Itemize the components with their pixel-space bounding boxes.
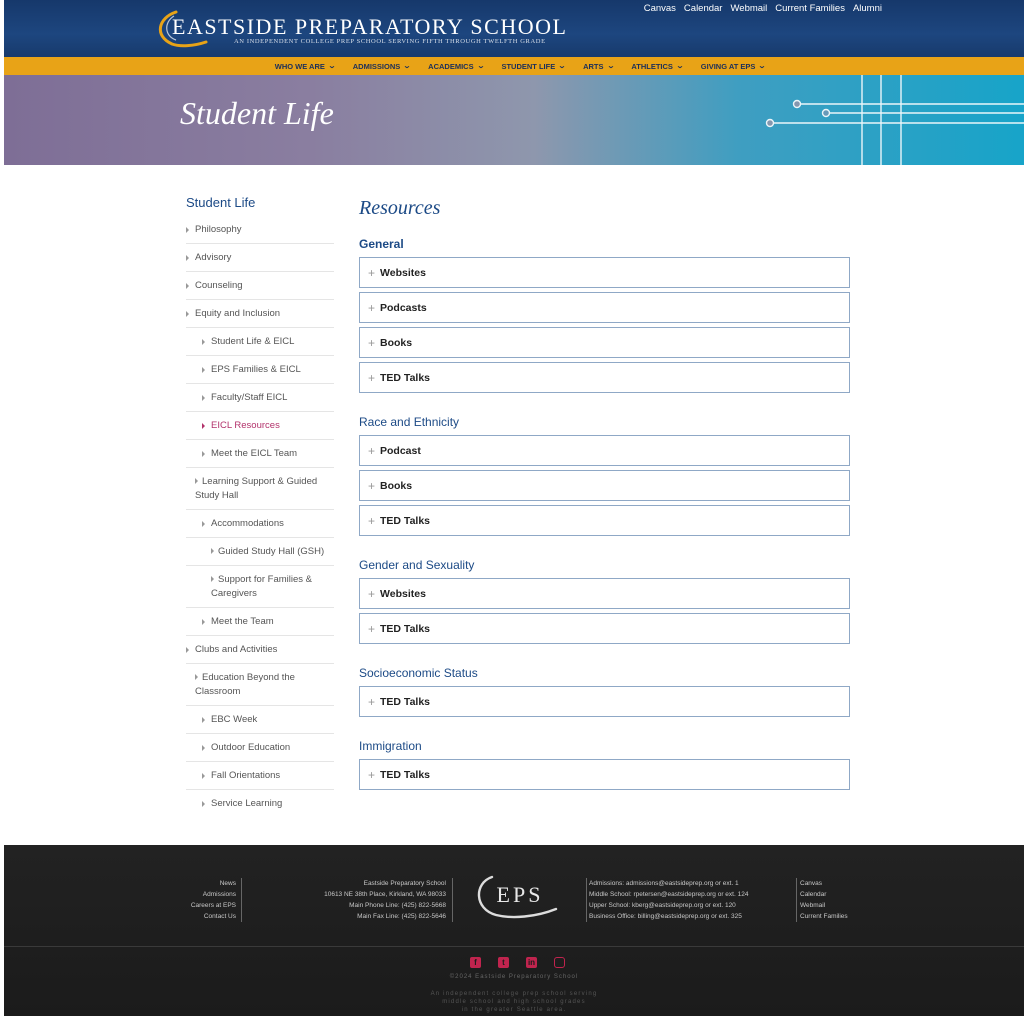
main-nav (4, 57, 1024, 75)
plus-icon: + (368, 621, 376, 636)
caret-right-icon (202, 423, 205, 429)
accordion-general (359, 257, 850, 393)
caret-right-icon (202, 745, 205, 751)
footer-phone: Main Phone Line: (425) 822-5668 (349, 902, 446, 909)
footer-address-line: 10613 NE 38th Place, Kirkland, WA 98033 (324, 891, 446, 898)
accordion-gender-and-sexuality (359, 578, 850, 644)
utility-link-calendar[interactable]: Calendar (683, 3, 723, 14)
sidebar-item-advisory[interactable] (186, 244, 334, 272)
footer-links-left (154, 878, 236, 922)
accordion-label: Books (380, 336, 413, 349)
sidebar-item-learning-support[interactable] (186, 468, 334, 510)
footer-divider (4, 946, 1024, 947)
chevron-down-icon: ⌄ (327, 62, 336, 70)
plus-icon: + (368, 513, 376, 528)
sidebar-item-eicl-resources[interactable] (186, 412, 334, 440)
plus-icon: + (368, 694, 376, 709)
sidebar-item-label: Service Learning (211, 798, 283, 809)
plus-icon: + (368, 767, 376, 782)
sidebar-item-label: Meet the Team (211, 616, 274, 627)
accordion-item[interactable] (359, 613, 850, 644)
nav-athletics[interactable] (631, 62, 682, 71)
sidebar-item-label: Education Beyond the Classroom (195, 672, 295, 697)
sidebar-item-label: Advisory (195, 252, 232, 263)
sidebar-item-label: EPS Families & EICL (211, 364, 301, 375)
footer-tagline-line: An independent college prep school serving (430, 991, 598, 997)
caret-right-icon (202, 521, 205, 527)
footer-contact-upper-school[interactable]: Upper School: kberg@eastsideprep.org or ext. 120 (589, 902, 736, 909)
utility-nav (644, 3, 882, 14)
nav-admissions[interactable] (353, 62, 410, 71)
chevron-down-icon: ⌄ (675, 62, 684, 70)
plus-icon: + (368, 335, 376, 350)
sidebar-item-label: Student Life & EICL (211, 336, 295, 347)
accordion-label: TED Talks (380, 768, 431, 781)
caret-right-icon (202, 619, 205, 625)
caret-right-icon (202, 395, 205, 401)
footer-address (254, 878, 446, 922)
nav-label: ACADEMICS (428, 61, 474, 71)
sidebar-item-equity-and-inclusion[interactable] (186, 300, 334, 328)
linkedin-icon[interactable]: in (527, 958, 536, 967)
caret-right-icon (195, 478, 198, 484)
sidebar-item-meet-the-team[interactable] (186, 608, 334, 636)
sidebar-item-clubs-and-activities[interactable] (186, 636, 334, 664)
nav-arts[interactable] (583, 62, 613, 71)
section-heading-general: General (359, 237, 404, 251)
section-heading-socioeconomic-status: Socioeconomic Status (359, 666, 478, 680)
chevron-down-icon: ⌄ (606, 62, 615, 70)
utility-link-webmail[interactable]: Webmail (730, 3, 768, 14)
accordion-item[interactable] (359, 327, 850, 358)
section-heading-gender-and-sexuality: Gender and Sexuality (359, 558, 475, 572)
nav-label: ATHLETICS (631, 61, 673, 71)
caret-right-icon (202, 339, 205, 345)
sidebar-nav (186, 195, 334, 817)
accordion-socioeconomic-status (359, 686, 850, 717)
facebook-icon[interactable]: f (470, 957, 481, 968)
sidebar-item-label: Support for Families & Caregivers (211, 574, 312, 599)
sidebar-item-service-learning[interactable] (186, 790, 334, 817)
footer-links-right (800, 878, 880, 922)
sidebar-item-counseling[interactable] (186, 272, 334, 300)
plus-icon: + (368, 265, 376, 280)
footer-link-canvas[interactable]: Canvas (800, 880, 823, 887)
site-header (4, 0, 1024, 57)
sidebar-item-guided-study-hall[interactable] (186, 538, 334, 566)
utility-link-canvas[interactable]: Canvas (643, 3, 676, 14)
sidebar-item-education-beyond-classroom[interactable] (186, 664, 334, 706)
nav-label: ADMISSIONS (352, 61, 401, 71)
caret-right-icon (195, 674, 198, 680)
accordion-label: Websites (380, 587, 426, 600)
site-footer (4, 845, 1024, 1016)
accordion-item[interactable] (359, 362, 850, 393)
accordion-label: TED Talks (380, 695, 431, 708)
instagram-icon[interactable] (554, 957, 565, 968)
utility-link-alumni[interactable]: Alumni (852, 3, 882, 14)
circuit-lines-decoration (744, 75, 1024, 165)
nav-academics[interactable] (428, 62, 483, 71)
sidebar-item-accommodations[interactable] (186, 510, 334, 538)
footer-link-news[interactable]: News (219, 880, 236, 887)
accordion-race-and-ethnicity (359, 435, 850, 536)
footer-link-webmail[interactable]: Webmail (800, 902, 826, 909)
caret-right-icon (186, 255, 189, 261)
content-title: Resources (359, 197, 441, 219)
accordion-item[interactable] (359, 257, 850, 288)
sidebar-item-outdoor-education[interactable] (186, 734, 334, 762)
social-links (470, 957, 565, 968)
plus-icon: + (368, 478, 376, 493)
footer-contacts (589, 878, 779, 922)
footer-tagline-line: in the greater Seattle area. (461, 1007, 567, 1013)
footer-tagline (4, 990, 1024, 1014)
eps-logo[interactable] (472, 869, 562, 923)
chevron-down-icon: ⌄ (403, 62, 412, 70)
chevron-down-icon: ⌄ (758, 62, 767, 70)
footer-link-calendar[interactable]: Calendar (800, 891, 827, 898)
plus-icon: + (368, 443, 376, 458)
accordion-label: TED Talks (380, 371, 431, 384)
nav-label: STUDENT LIFE (501, 61, 556, 71)
accordion-item[interactable] (359, 435, 850, 466)
sidebar-item-eps-families-eicl[interactable] (186, 356, 334, 384)
sidebar-item-label: Outdoor Education (211, 742, 291, 753)
sidebar-item-label: Philosophy (195, 224, 242, 235)
sidebar-item-label: Guided Study Hall (GSH) (218, 546, 325, 557)
sidebar-item-fall-orientations[interactable] (186, 762, 334, 790)
accordion-immigration (359, 759, 850, 790)
footer-divider-vertical (796, 878, 797, 922)
footer-address-line: Eastside Preparatory School (363, 880, 446, 887)
chevron-down-icon: ⌄ (558, 62, 567, 70)
accordion-item[interactable] (359, 505, 850, 536)
section-heading-immigration: Immigration (359, 739, 422, 753)
nav-student-life[interactable] (501, 62, 565, 71)
accordion-item[interactable] (359, 470, 850, 501)
sidebar-item-label: Accommodations (211, 518, 284, 529)
accordion-label: Books (380, 479, 413, 492)
footer-link-contact-us[interactable]: Contact Us (203, 913, 236, 920)
utility-link-current-families[interactable]: Current Families (775, 3, 845, 14)
caret-right-icon (202, 451, 205, 457)
copyright: ©2024 Eastside Preparatory School (449, 974, 579, 980)
accordion-item[interactable] (359, 686, 850, 717)
caret-right-icon (202, 367, 205, 373)
school-logo-title[interactable]: EASTSIDE PREPARATORY SCHOOL (172, 14, 568, 39)
sidebar-item-faculty-staff-eicl[interactable] (186, 384, 334, 412)
footer-contact-middle-school[interactable]: Middle School: rpetersen@eastsideprep.org or ext. 124 (589, 891, 749, 898)
accordion-item[interactable] (359, 292, 850, 323)
footer-link-careers[interactable]: Careers at EPS (190, 902, 236, 909)
footer-tagline-line: middle school and high school grades (442, 999, 586, 1005)
nav-label: GIVING AT EPS (700, 61, 756, 71)
caret-right-icon (202, 801, 205, 807)
sidebar-item-label: Clubs and Activities (195, 644, 278, 655)
school-tagline: AN INDEPENDENT COLLEGE PREP SCHOOL SERVING FIFTH THROUGH TWELFTH GRADE (234, 38, 546, 45)
main-content (359, 197, 850, 812)
footer-fax: Main Fax Line: (425) 822-5646 (357, 913, 446, 920)
caret-right-icon (186, 227, 189, 233)
section-heading-race-and-ethnicity: Race and Ethnicity (359, 415, 460, 429)
sidebar-item-label: Counseling (195, 280, 243, 291)
sidebar-item-meet-the-eicl-team[interactable] (186, 440, 334, 468)
plus-icon: + (368, 300, 376, 315)
caret-right-icon (211, 576, 214, 582)
caret-right-icon (202, 773, 205, 779)
sidebar-item-label: Equity and Inclusion (195, 308, 281, 319)
plus-icon: + (368, 370, 376, 385)
sidebar-item-student-life-eicl[interactable] (186, 328, 334, 356)
accordion-label: Podcasts (380, 301, 427, 314)
plus-icon: + (368, 586, 376, 601)
accordion-label: Podcast (380, 444, 421, 457)
accordion-label: TED Talks (380, 514, 431, 527)
sidebar-item-support-for-families[interactable] (186, 566, 334, 608)
sidebar-item-label: Learning Support & Guided Study Hall (195, 476, 318, 501)
eps-logo-text: EPS (496, 882, 544, 907)
caret-right-icon (186, 311, 189, 317)
footer-contact-business-office[interactable]: Business Office: billing@eastsideprep.org or ext. 325 (589, 913, 742, 920)
sidebar-item-label: EBC Week (211, 714, 258, 725)
caret-right-icon (186, 647, 189, 653)
accordion-item[interactable] (359, 578, 850, 609)
sidebar-item-philosophy[interactable] (186, 216, 334, 244)
twitter-icon[interactable]: t (498, 957, 509, 968)
accordion-label: TED Talks (380, 622, 431, 635)
footer-contact-admissions[interactable]: Admissions: admissions@eastsideprep.org or ext. 1 (589, 880, 739, 887)
nav-giving-at-eps[interactable] (701, 62, 765, 71)
page-title: Student Life (180, 95, 334, 131)
sidebar-item-label: EICL Resources (211, 420, 280, 431)
footer-link-admissions[interactable]: Admissions (202, 891, 236, 898)
caret-right-icon (202, 717, 205, 723)
chevron-down-icon: ⌄ (476, 62, 485, 70)
nav-who-we-are[interactable] (275, 62, 335, 71)
caret-right-icon (186, 283, 189, 289)
nav-label: ARTS (583, 61, 604, 71)
footer-link-current-families[interactable]: Current Families (800, 913, 848, 920)
sidebar-item-label: Fall Orientations (211, 770, 281, 781)
sidebar-item-ebc-week[interactable] (186, 706, 334, 734)
nav-label: WHO WE ARE (274, 61, 325, 71)
caret-right-icon (211, 548, 214, 554)
sidebar-heading[interactable]: Student Life (186, 195, 256, 210)
accordion-label: Websites (380, 266, 426, 279)
sidebar-item-label: Meet the EICL Team (211, 448, 298, 459)
accordion-item[interactable] (359, 759, 850, 790)
footer-divider-vertical (586, 878, 587, 922)
page-banner (4, 75, 1024, 165)
footer-divider-vertical (452, 878, 453, 922)
sidebar-item-label: Faculty/Staff EICL (211, 392, 288, 403)
footer-divider-vertical (241, 878, 242, 922)
